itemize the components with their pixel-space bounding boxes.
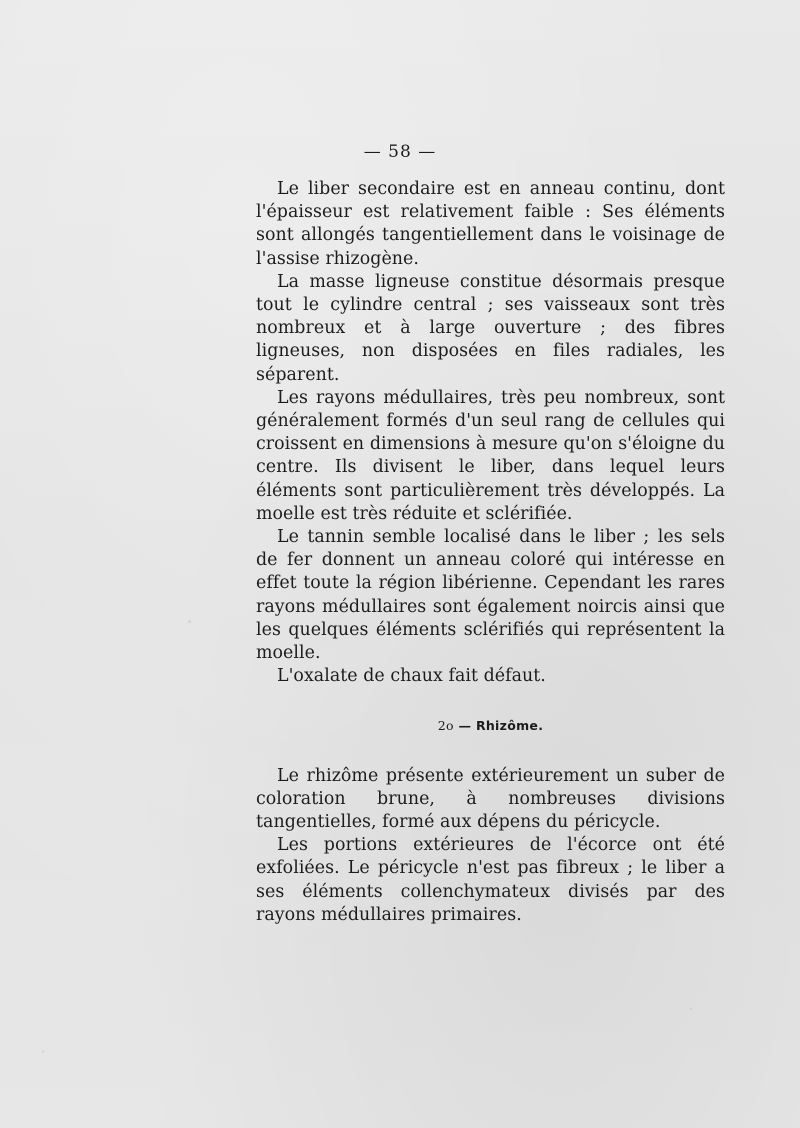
scan-speck — [42, 1050, 44, 1053]
section-heading-rhizome — [256, 714, 725, 737]
paragraph-masse-ligneuse: La masse ligneuse constitue désormais presque tout le cylindre central ; ses vaisseaux sont très nombreux et à large ouverture ; des fibres ligneuses, non disposées en files radiales, les séparent. — [256, 271, 725, 385]
body-text — [256, 178, 725, 927]
paragraph-tannin: Le tannin semble localisé dans le liber ; les sels de fer donnent un anneau coloré qui intéresse en effet toute la région libérienne. Cependant les rares rayons médullaires sont également noircis ainsi que les quelques éléments sclérifiés qui représentent la moelle. — [256, 527, 725, 664]
paragraph-ecorce-pericycle: Les portions extérieures de l'écorce ont été exfoliées. Le péricycle n'est pas fibreux ; le liber a ses éléments collenchymateux divisés par des rayons médullaires primaires. — [256, 835, 725, 925]
paragraph-liber-secondaire: Le liber secondaire est en anneau continu, dont l'épaisseur est relativement faible : Ses éléments sont allongés tangentiellement dans le voisinage de l'assise rhizogène. — [256, 179, 725, 269]
paragraph-rhizome-suber: Le rhizôme présente extérieurement un suber de coloration brune, à nombreuses divisions tangentielles, formé aux dépens du péricycle. — [256, 765, 725, 833]
section-number: 2o — [437, 718, 454, 734]
paragraph-oxalate: L'oxalate de chaux fait défaut. — [277, 666, 546, 687]
page-number: — 58 — — [363, 142, 437, 162]
scan-speck — [188, 620, 191, 623]
scan-speck — [690, 1008, 692, 1010]
section-title: Rhizôme. — [475, 718, 544, 734]
paragraph-rayons-medullaires: Les rayons médullaires, très peu nombreux, sont généralement formés d'un seul rang de cellules qui croissent en dimensions à mesure qu'on s'éloigne du centre. Ils divisent le liber, dans lequel leurs éléments sont particulièrement très développés. La moelle est très réduite et sclérifiée. — [256, 387, 725, 524]
section-dash: — — [458, 718, 472, 734]
